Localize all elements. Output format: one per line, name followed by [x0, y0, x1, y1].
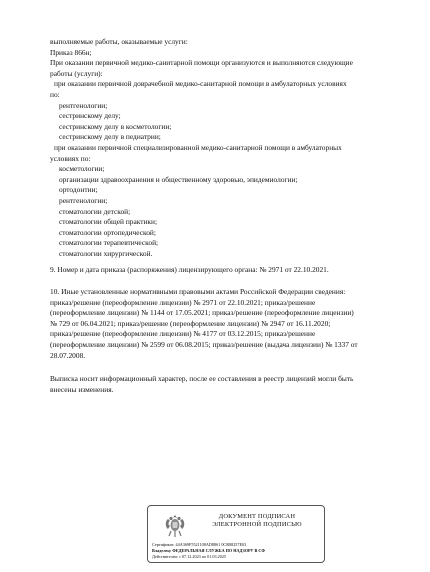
list-item: сестринскому делу; — [59, 111, 121, 121]
validity-line: Действителен: с 07.12.2023 по 01.03.2025 — [152, 554, 227, 559]
list-item: рентгенологии; — [59, 195, 108, 205]
list-item: организации здравоохранения и общественному здоровью, эпидемиологии; — [59, 174, 298, 184]
disclaimer — [50, 374, 395, 395]
text-line: 28.07.2008. — [50, 350, 86, 360]
list-item: стоматологии детской; — [59, 206, 131, 216]
text-line: приказ/решение (переоформление лицензии) № 2971 от 22.10.2021; приказ/решение — [50, 297, 316, 307]
list-item: стоматологии общей практики; — [59, 217, 158, 227]
certificate-line: Сертификат: 44A369F5521108AD8861 0C8B8257E03 — [152, 542, 247, 547]
text-line: № 729 от 06.04.2021; приказ/решение (переоформление лицензии) № 2947 от 16.11.2020; — [50, 318, 331, 328]
list-item: стоматологии хирургической. — [59, 248, 153, 258]
text-line: при оказании первичной специализированной медико-санитарной помощи в амбулаторных — [54, 142, 342, 152]
text-line: 9. Номер и дата приказа (распоряжения) лицензирующего органа: № 2971 от 22.10.2021. — [50, 265, 329, 274]
order-number-section — [50, 265, 395, 276]
licensed-works-section — [50, 37, 395, 259]
other-info-section — [50, 287, 395, 361]
electronic-signature-stamp — [147, 505, 325, 563]
text-line: Выписка носит информационный характер, после ее составления в реестр лицензий могли быть — [50, 374, 354, 383]
stamp-title: ДОКУМЕНТ ПОДПИСАН ЭЛЕКТРОННОЙ ПОДПИСЬЮ — [212, 513, 302, 528]
text-line: 10. Иные установленные нормативными правовыми актами Российской Федерации сведения: — [50, 287, 346, 296]
text-line: условиях по: — [50, 153, 91, 163]
text-line: (переоформление лицензии) № 1144 от 17.05.2021; приказ/решение (переоформление лицензии) — [50, 308, 354, 318]
list-item: рентгенологии; — [59, 100, 108, 110]
list-item: сестринскому делу в косметологии; — [59, 121, 172, 131]
text-line: внесены изменения. — [50, 384, 114, 394]
stamp-details — [152, 542, 324, 560]
list-item: стоматологии терапевтической; — [59, 238, 159, 248]
text-line: по: — [50, 89, 60, 99]
list-item: сестринскому делу в педиатрии; — [59, 132, 161, 142]
text-line: (переоформление лицензии) № 2599 от 06.08.2015; приказ/решение (выдача лицензии) № 1337 от — [50, 339, 358, 349]
text-line: при оказании первичной доврачебной медико-санитарной помощи в амбулаторных условиях — [54, 79, 347, 89]
text-line: приказ/решение (переоформление лицензии) № 4177 от 03.12.2015; приказ/решение — [50, 329, 316, 339]
list-item: стоматологии ортопедической; — [59, 227, 156, 237]
text-line: работы (услуги): — [50, 68, 103, 78]
text-line: Приказ 866н; — [50, 47, 92, 57]
text-line: При оказании первичной медико-санитарной помощи организуются и выполняются следующие — [50, 58, 353, 68]
owner-line: Владелец: ФЕДЕРАЛЬНАЯ СЛУЖБА ПО НАДЗОРУ В СФ — [152, 548, 265, 553]
text-line: выполняемые работы, оказываемые услуги: — [50, 37, 188, 46]
list-item: ортодонтии; — [59, 185, 98, 195]
coat-of-arms-icon — [162, 512, 188, 540]
list-item: косметологии; — [59, 164, 105, 174]
